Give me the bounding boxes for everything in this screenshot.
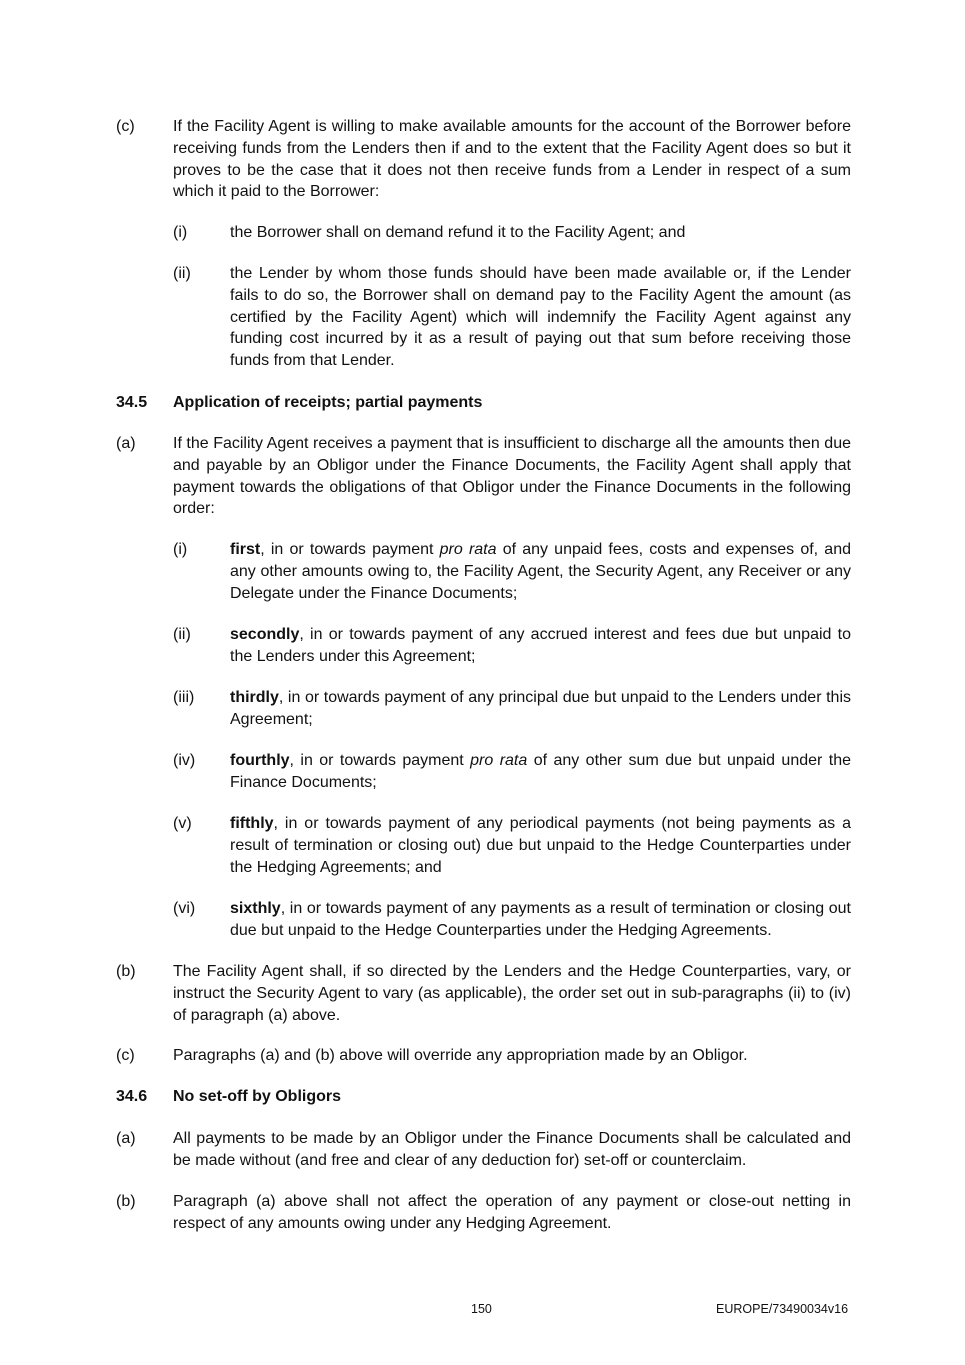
- paragraph-label: (c): [116, 1047, 135, 1064]
- paragraph-text: If the Facility Agent receives a payment that is insufficient to discharge all the amounts then due and payable by an Obligor under the Finance Documents, the Facility Agent shall apply that payment towards the obligations of that Obligor under the Finance Documents in the following order:: [173, 435, 851, 518]
- subparagraph-text: the Lender by whom those funds should have been made available or, if the Lender fails to do so, the Borrower shall on demand pay to the Facility Agent the amount (as certified by the Facility Agent) which will indemnify the Facility Agent against any funding cost incurred by it as a result of paying out that sum before receiving those funds from that Lender.: [230, 265, 851, 370]
- paragraph-label: (b): [116, 963, 136, 980]
- paragraph-label: (b): [116, 1193, 136, 1210]
- paragraph-label: (c): [116, 118, 135, 135]
- page-number: 150: [471, 1302, 492, 1316]
- section-number: 34.6: [116, 1088, 148, 1105]
- paragraph-text: If the Facility Agent is willing to make available amounts for the account of the Borrower before receiving funds from the Lenders then if and to the extent that the Facility Agent does so but it proves to be the case that it does not then receive funds from a Lender in respect of a sum which it paid to the Borrower:: [173, 118, 851, 201]
- subparagraph-label: (iii): [173, 689, 195, 706]
- subparagraph-text: secondly, in or towards payment of any accrued interest and fees due but unpaid to the Lenders under this Agreement;: [230, 626, 851, 665]
- section-number: 34.5: [116, 394, 148, 411]
- subparagraph-text: the Borrower shall on demand refund it to the Facility Agent; and: [230, 224, 686, 241]
- subparagraph-label: (i): [173, 541, 188, 558]
- paragraph-text: All payments to be made by an Obligor under the Finance Documents shall be calculated and be made without (and free and clear of any deduction for) set-off or counterclaim.: [173, 1130, 851, 1169]
- subparagraph-label: (i): [173, 224, 188, 241]
- paragraph-text: Paragraphs (a) and (b) above will override any appropriation made by an Obligor.: [173, 1047, 748, 1064]
- subparagraph-label: (ii): [173, 626, 191, 643]
- paragraph-text: The Facility Agent shall, if so directed by the Lenders and the Hedge Counterparties, vary, or instruct the Security Agent to vary (as applicable), the order set out in sub-paragraphs (ii) to (iv) of paragraph (a) above.: [173, 963, 851, 1024]
- subparagraph-text: first, in or towards payment pro rata of any unpaid fees, costs and expenses of, and any other amounts owing to, the Facility Agent, the Security Agent, any Receiver or any Delegate under the Finance Documents;: [230, 541, 851, 602]
- subparagraph-text: fifthly, in or towards payment of any periodical payments (not being payments as a result of termination or closing out) due but unpaid to the Hedge Counterparties under the Hedging Agreements; and: [230, 815, 851, 876]
- subparagraph-text: thirdly, in or towards payment of any principal due but unpaid to the Lenders under this Agreement;: [230, 689, 851, 728]
- section-title: Application of receipts; partial payments: [173, 394, 483, 411]
- subparagraph-label: (vi): [173, 900, 196, 917]
- paragraph-label: (a): [116, 1130, 136, 1147]
- section-title: No set-off by Obligors: [173, 1088, 341, 1105]
- paragraph-label: (a): [116, 435, 136, 452]
- subparagraph-label: (iv): [173, 752, 196, 769]
- subparagraph-label: (v): [173, 815, 192, 832]
- paragraph-text: Paragraph (a) above shall not affect the operation of any payment or close-out netting in respect of any amounts owing under any Hedging Agreement.: [173, 1193, 851, 1232]
- document-reference: EUROPE/73490034v16: [716, 1302, 849, 1316]
- subparagraph-text: sixthly, in or towards payment of any payments as a result of termination or closing out due but unpaid to the Hedge Counterparties under the Hedging Agreements.: [230, 900, 851, 939]
- subparagraph-label: (ii): [173, 265, 191, 282]
- subparagraph-text: fourthly, in or towards payment pro rata of any other sum due but unpaid under the Finance Documents;: [230, 752, 852, 791]
